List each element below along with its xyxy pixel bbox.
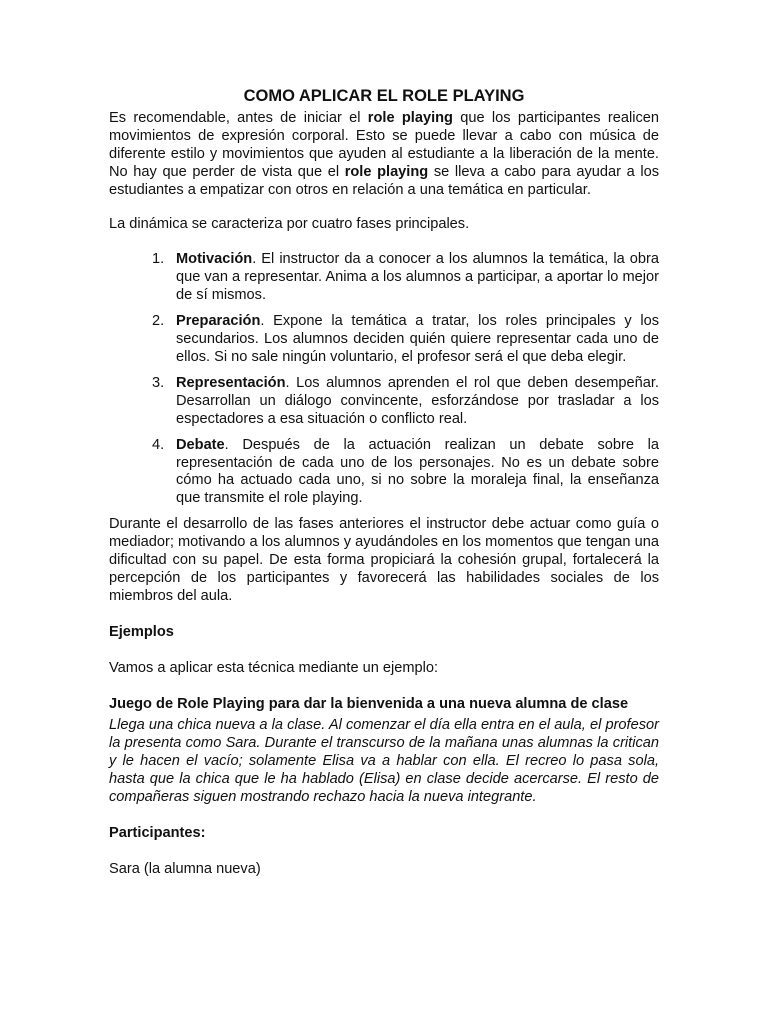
phase-number: 3. [152,374,165,391]
phase-item [152,374,659,429]
example-story: Llega una chica nueva a la clase. Al comenzar el día ella entra en el aula, el profesor la presenta como Sara. Durante el transcurso de la mañana unas alumnas la critican y le hacen el vacío; solamente Elisa va a hablar con ella. El recreo lo pasa sola, hasta que la chica que le ha hablado (Elisa) en clase decide acercarse. El resto de compañeras siguen mostrando rechazo hacia la nueva integrante. [109,717,659,806]
phase-item [152,436,659,509]
phase-item [152,313,659,367]
intro-paragraph [109,110,659,200]
phase-number: 1. [152,251,165,268]
phase-number: 4. [152,436,165,453]
development-paragraph: Durante el desarrollo de las fases anteriores el instructor debe actuar como guía o mediador; motivando a los alumnos y ayudándoles en los momentos que tengan una dificultad con su papel. De esta forma propiciará la cohesión grupal, fortalecerá la percepción de los participantes y favorecerá las habilidades sociales de los miembros del aula. [109,516,659,604]
examples-intro: Vamos a aplicar esta técnica mediante un ejemplo: [109,659,439,676]
participant-item: Sara (la alumna nueva) [109,860,261,877]
document-page [109,86,659,879]
phase-name: Motivación [176,251,253,268]
phase-name: Debate [176,436,225,453]
intro-bold-role-playing-1: role playing [367,110,453,126]
phases-list [109,251,659,508]
intro-text-3: se lleva a cabo para ayudar a los estudiantes a empatizar con otros en relación a una temática en particular. [109,163,660,198]
examples-heading: Ejemplos [109,623,174,640]
intro-bold-role-playing-2: role playing [344,163,429,180]
example-title: Juego de Role Playing para dar la bienvenida a una nueva alumna de clase [109,695,629,712]
intro-text-1: Es recomendable, antes de iniciar el [109,110,368,126]
phases-intro: La dinámica se caracteriza por cuatro fases principales. [109,215,470,232]
participants-heading: Participantes: [109,825,206,841]
phase-text: . Después de la actuación realizan un debate sobre la representación de cada uno de los personajes. No es un debate sobre cómo ha actuado cada uno, si no sobre la moraleja final, la enseñanza que transmite el role playing. [176,436,659,507]
phase-text: . Los alumnos aprenden el rol que deben desempeñar. Desarrollan un diálogo convincente, esforzándose por trasladar a los espectadores a esa situación o conflicto real. [176,374,659,427]
phase-number: 2. [152,313,165,330]
phase-text: . El instructor da a conocer a los alumnos la temática, la obra que van a representar. Anima a los alumnos a participar, a aportar lo mejor de sí mismos. [176,251,659,304]
phase-name: Representación [176,374,286,391]
intro-text-2: que los participantes realicen movimientos de expresión corporal. Esto se puede llevar a cabo con música de diferente estilo y movimientos que ayuden al estudiante a la liberación de la mente. No hay que perder de vista que el [109,110,660,180]
document-title: COMO APLICAR EL ROLE PLAYING [243,87,525,105]
phase-text: . Expone la temática a tratar, los roles principales y los secundarios. Los alumnos deciden quién quiere representar cada uno de ellos. Si no sale ningún voluntario, el profesor será el que deba elegir. [176,313,659,365]
phase-name: Preparación [176,313,261,330]
phase-item [152,251,659,305]
